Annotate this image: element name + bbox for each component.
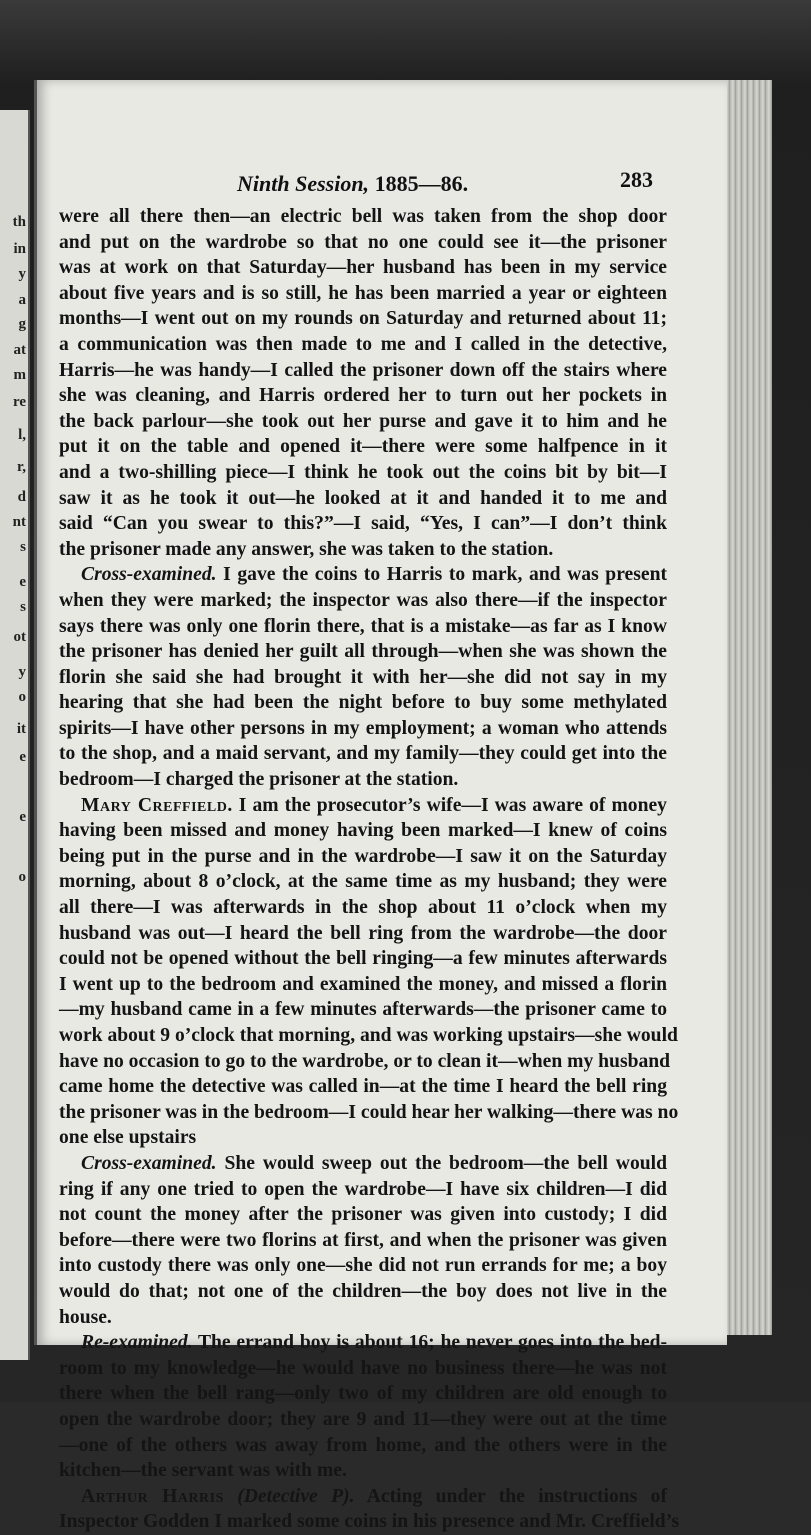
page-number: 283: [620, 167, 653, 192]
facing-page-fragment: e: [19, 749, 26, 765]
text-line: hearing that she had been the night before to buy some methylated: [59, 692, 667, 714]
text-line: morning, about 8 o’clock, at the same time as my husband; they were: [59, 871, 667, 893]
facing-page-fragment: at: [13, 342, 26, 358]
book-page: [34, 80, 727, 1533]
paragraph-first-line: [59, 562, 667, 588]
text-line: florin she said she had brought it with her—she did not say in my: [59, 666, 667, 688]
text-line: and put on the wardrobe so that no one could see it—the prisoner: [59, 231, 667, 253]
facing-page-fragment: d: [17, 489, 26, 505]
speaker-lead: Cross-examined.: [81, 564, 217, 586]
text-line: before—there were two florins at first, and when the prisoner was given: [59, 1229, 667, 1251]
text-line: months—I went out on my rounds on Saturday and returned about 11;: [59, 308, 667, 330]
text-line: there when the bell rang—only two of my children are old enough to: [59, 1383, 667, 1405]
text-run: She would sweep out the bedroom—the bell would: [216, 1152, 667, 1174]
text-line: a communication was then made to me and I called in the detective,: [59, 333, 667, 355]
text-line: room to my knowledge—he would have no business there—he was not: [59, 1357, 667, 1379]
facing-page-fragment: y: [18, 664, 26, 680]
text-line: were all there then—an electric bell was taken from the shop door: [59, 206, 667, 227]
session-title: Ninth Session,: [237, 171, 370, 196]
page-stack-edge: [722, 80, 772, 1335]
facing-page-fragment: e: [19, 574, 26, 590]
witness-name: Arthur Harris: [81, 1485, 224, 1507]
text-line: all there—I was afterwards in the shop about 11 o’clock when my: [59, 897, 667, 919]
facing-page-fragment: th: [12, 214, 26, 230]
text-line: the back parlour—she took out her purse and gave it to him and he: [59, 410, 667, 432]
paragraph-first-line: [59, 1330, 667, 1356]
text-run: The errand boy is about 16; he never goes into the bed-: [192, 1332, 667, 1354]
facing-page-fragment: g: [18, 316, 26, 332]
text-line: said “Can you swear to this?”—I said, “Yes, I can”—I don’t think: [59, 513, 667, 535]
text-line: the prisoner was in the bedroom—I could hear her walking—there was no: [59, 1101, 679, 1123]
witness-name: Mary Creffield.: [81, 794, 233, 816]
text-line: husband was out—I heard the bell ring from the wardrobe—the door: [59, 922, 667, 944]
facing-page-fragment: a: [18, 292, 26, 308]
facing-page-fragment: nt: [12, 514, 26, 530]
text-line: into custody there was only one—she did not run errands for me; a boy: [59, 1255, 667, 1277]
text-line: work about 9 o’clock that morning, and was working upstairs—she would: [59, 1025, 678, 1046]
paragraph-p1: [59, 204, 667, 562]
facing-page-fragment: o: [18, 689, 26, 705]
speaker-lead: Cross-examined.: [81, 1152, 217, 1174]
text-line: she was cleaning, and Harris ordered her to turn out her pockets in: [59, 385, 667, 407]
facing-page-fragment: m: [13, 367, 26, 383]
speaker-lead: Re-examined.: [81, 1332, 193, 1354]
facing-page-fragment: in: [13, 241, 26, 257]
facing-page-fragment: o: [18, 869, 26, 885]
text-line: kitchen—the servant was with me.: [59, 1460, 347, 1482]
text-line: was at work on that Saturday—her husband has been in my service: [59, 257, 667, 279]
text-line: put it on the table and opened it—there were some halfpence in it: [59, 436, 667, 458]
text-line: house.: [59, 1306, 112, 1328]
paragraph-first-line: [59, 1151, 667, 1177]
text-line: to the shop, and a maid servant, and my family—they could get into the: [59, 743, 667, 765]
witness-role: (Detective P).: [223, 1485, 355, 1507]
text-line: and a two-shilling piece—I think he took out the coins bit by bit—I: [59, 461, 667, 483]
facing-page-fragment: e: [19, 809, 26, 825]
facing-page-fragment: it: [16, 721, 26, 737]
text-line: could not be opened without the bell ringing—a few minutes afterwards: [59, 948, 667, 970]
text-run: Acting under the instructions of: [354, 1485, 667, 1507]
text-line: —one of the others was away from home, and the others were in the: [59, 1434, 667, 1456]
text-line: ring if any one tried to open the wardrobe—I have six children—I did: [59, 1178, 667, 1200]
running-title: [237, 171, 468, 197]
paragraph-first-line: [59, 1484, 667, 1510]
text-line: when they were marked; the inspector was also there—if the inspector: [59, 589, 667, 611]
text-line: I went up to the bedroom and examined the money, and missed a florin: [59, 973, 667, 995]
paragraph-p5: [59, 1330, 667, 1484]
text-line: Harris—he was handy—I called the prisoner down off the stairs where: [59, 359, 667, 381]
body-text: [59, 204, 680, 1535]
text-line: the prisoner made any answer, she was taken to the station.: [59, 538, 554, 560]
text-line: saw it as he took it out—he looked at it and handed it to me and: [59, 487, 667, 509]
text-line: would do that; not one of the children—the boy does not live in the: [59, 1280, 667, 1302]
facing-page-edge: [0, 110, 30, 1360]
paragraph-p4: [59, 1151, 667, 1330]
facing-page-fragment: l,: [18, 427, 26, 443]
paragraph-first-line: [59, 793, 667, 819]
facing-page-fragment: r,: [16, 459, 26, 475]
facing-page-fragment: re: [12, 394, 26, 410]
text-line: one else upstairs: [59, 1127, 197, 1149]
paragraph-p3: [59, 793, 679, 1151]
text-line: have no occasion to go to the wardrobe, or to clean it—when my husband: [59, 1050, 671, 1072]
text-line: came home the detective was called in—at the time I heard the bell ring: [59, 1076, 667, 1098]
facing-page-fragment: s: [20, 599, 26, 615]
facing-page-fragment: y: [18, 266, 26, 282]
text-line: bedroom—I charged the prisoner at the station.: [59, 769, 459, 791]
text-line: the prisoner has denied her guilt all through—when she was shown the: [59, 641, 667, 663]
paragraph-p6: [59, 1484, 680, 1535]
session-year: 1885—86.: [374, 171, 469, 196]
text-run: I am the prosecutor’s wife—I was aware of money: [232, 794, 667, 816]
text-line: Inspector Godden I marked some coins in his presence and Mr. Creffield’s: [59, 1511, 680, 1533]
text-line: says there was only one florin there, that is a mistake—as far as I know: [59, 615, 667, 637]
paragraph-p2: [59, 562, 667, 792]
text-line: having been missed and money having been marked—I knew of coins: [59, 820, 667, 842]
text-line: about five years and is so still, he has been married a year or eighteen: [59, 282, 667, 304]
text-run: I gave the coins to Harris to mark, and was present: [216, 564, 667, 586]
facing-page-fragment: ot: [13, 629, 26, 645]
text-line: —my husband came in a few minutes afterwards—the prisoner came to: [59, 999, 667, 1021]
text-line: spirits—I have other persons in my employment; a woman who attends: [59, 717, 667, 739]
running-head: [37, 165, 727, 199]
text-line: not count the money after the prisoner was given into custody; I did: [59, 1204, 667, 1226]
facing-page-fragment: s: [20, 539, 26, 555]
text-line: being put in the purse and in the wardrobe—I saw it on the Saturday: [59, 845, 667, 867]
text-line: open the wardrobe door; they are 9 and 11—they were out at the time: [59, 1408, 667, 1430]
